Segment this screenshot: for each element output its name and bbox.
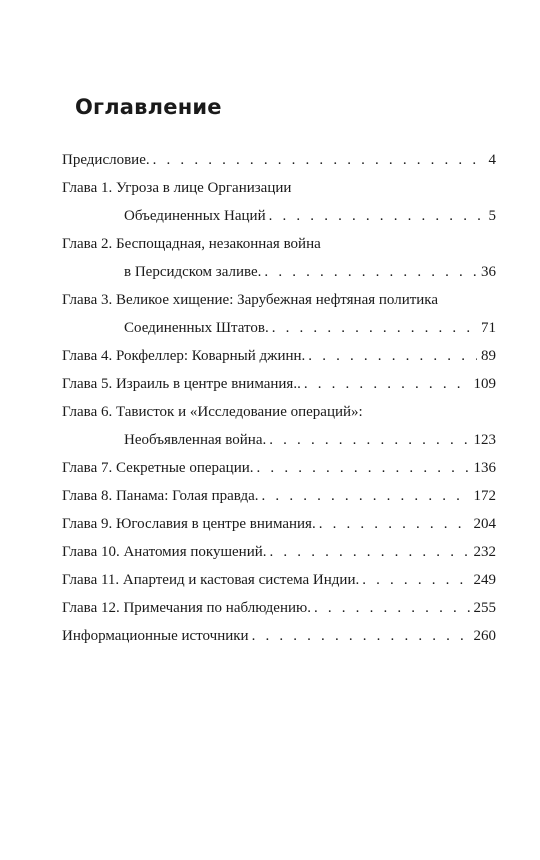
toc-entry-line: [62, 482, 496, 510]
toc-entry-title-continued: в Персидском заливе.: [124, 264, 262, 280]
toc-entry-line: [62, 342, 496, 370]
toc-page-number: 232: [473, 544, 496, 560]
toc-entry: [62, 146, 496, 174]
dot-leader: [266, 426, 469, 454]
toc-entry-continuation: [62, 202, 496, 230]
dot-leader: [301, 370, 470, 398]
toc-entry-continuation: [62, 258, 496, 286]
toc-entry-line: [62, 174, 496, 202]
toc-entry: [62, 286, 496, 342]
dot-leader: [259, 482, 470, 510]
toc-entry: [62, 174, 496, 230]
toc-page-number: 89: [481, 348, 496, 364]
toc-entry-title: Глава 11. Апартеид и кастовая система Индии.: [62, 572, 360, 588]
toc-list: [62, 146, 496, 650]
toc-entry-title: Глава 9. Югославия в центре внимания.: [62, 516, 316, 532]
dot-leader: [305, 342, 477, 370]
toc-entry: [62, 510, 496, 538]
toc-entry-line: [62, 398, 496, 426]
toc-page-number: 136: [473, 460, 496, 476]
toc-entry-line: [62, 566, 496, 594]
toc-entry-title: Глава 8. Панама: Голая правда.: [62, 488, 259, 504]
toc-entry-title-continued: Необъявленная война.: [124, 432, 267, 448]
toc-page-number: 255: [473, 600, 496, 616]
toc-entry-line: [62, 286, 496, 314]
toc-page-number: 4: [488, 152, 496, 168]
toc-page-number: 123: [473, 432, 496, 448]
toc-page-number: 5: [488, 208, 496, 224]
toc-page-number: 71: [481, 320, 496, 336]
toc-entry: [62, 370, 496, 398]
toc-entry-continuation: [62, 426, 496, 454]
toc-entry-line: [62, 622, 496, 650]
toc-page-number: 109: [473, 376, 496, 392]
toc-entry-title: Глава 2. Беспощадная, незаконная война: [62, 236, 321, 252]
toc-entry-title: Глава 7. Секретные операции.: [62, 460, 254, 476]
toc-entry: [62, 482, 496, 510]
dot-leader: [269, 314, 477, 342]
toc-page-number: 260: [473, 628, 496, 644]
dot-leader: [249, 622, 470, 650]
dot-leader: [254, 454, 470, 482]
toc-page-number: 172: [473, 488, 496, 504]
toc-entry-title: Глава 12. Примечания по наблюдению.: [62, 600, 311, 616]
dot-leader: [261, 258, 477, 286]
toc-entry: [62, 566, 496, 594]
toc-entry: [62, 454, 496, 482]
dot-leader: [311, 594, 470, 622]
toc-page-number: 36: [481, 264, 496, 280]
toc-entry: [62, 594, 496, 622]
toc-entry-title: Глава 3. Великое хищение: Зарубежная нефтяная политика: [62, 292, 439, 308]
toc-entry-line: [62, 146, 496, 174]
toc-heading: Оглавление: [75, 95, 222, 119]
toc-entry-line: [62, 370, 496, 398]
dot-leader: [267, 538, 470, 566]
toc-entry-line: [62, 538, 496, 566]
toc-entry: [62, 538, 496, 566]
toc-entry-line: [62, 454, 496, 482]
toc-entry-title: Глава 4. Рокфеллер: Коварный джинн.: [62, 348, 306, 364]
toc-page-number: 204: [473, 516, 496, 532]
toc-entry-continuation: [62, 314, 496, 342]
toc-entry-title: Информационные источники: [62, 628, 249, 644]
toc-entry-line: [62, 594, 496, 622]
toc-entry-title: Глава 6. Тависток и «Исследование операций»:: [62, 404, 363, 420]
dot-leader: [150, 146, 485, 174]
toc-entry: [62, 342, 496, 370]
dot-leader: [359, 566, 469, 594]
toc-entry-line: [62, 510, 496, 538]
toc-entry: [62, 398, 496, 454]
toc-entry-title: Глава 10. Анатомия покушений.: [62, 544, 267, 560]
toc-entry: [62, 622, 496, 650]
toc-entry-title: Глава 1. Угроза в лице Организации: [62, 180, 292, 196]
toc-entry-title-continued: Объединенных Наций: [124, 208, 266, 224]
dot-leader: [266, 202, 485, 230]
toc-entry: [62, 230, 496, 286]
dot-leader: [316, 510, 470, 538]
toc-entry-title: Предисловие.: [62, 152, 150, 168]
toc-entry-line: [62, 230, 496, 258]
toc-page-number: 249: [473, 572, 496, 588]
toc-entry-title-continued: Соединенных Штатов.: [124, 320, 269, 336]
toc-entry-title: Глава 5. Израиль в центре внимания..: [62, 376, 301, 392]
